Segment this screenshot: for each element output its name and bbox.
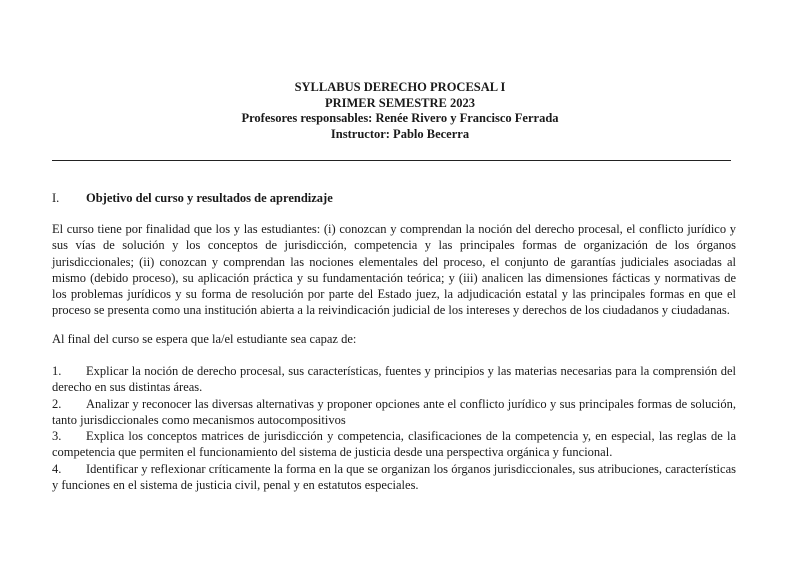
list-item-number: 1. [52, 364, 62, 378]
course-objective-paragraph: El curso tiene por finalidad que los y las estudiantes: (i) conozcan y comprendan la noción del derecho procesal, el conflicto jurídico y sus vías de solución y los conceptos de jurisdicción, competencia y las principales formas de organización de los órganos jurisdiccionales; (ii) conozcan y comprendan las nociones elementales del proceso, el conjunto de garantías judiciales asociadas al mismo (debido proceso), su aplicación práctica y su fundamentación teórica; y (iii) analicen las dimensiones fácticas y normativas de los problemas jurídicos y su forma de resolución por parte del Estado juez, la adjudicación estatal y las principales formas en que el proceso se presenta como una institución abierta a la reivindicación judicial de los intereses y derechos de los ciudadanos y ciudadanas. [52, 222, 736, 318]
list-item-number: 3. [52, 429, 62, 444]
list-item-number: 4. [52, 461, 62, 476]
learning-outcomes-list [52, 363, 736, 493]
list-item-text: Analizar y reconocer las diversas alternativas y proponer opciones ante el conflicto jurídico y sus principales formas de solución, tanto jurisdiccionales como mecanismos autocompositivos [52, 396, 736, 427]
section-heading [52, 191, 752, 206]
header-divider [52, 160, 731, 161]
list-item [52, 396, 736, 429]
section-title: Objetivo del curso y resultados de aprendizaje [86, 191, 333, 205]
list-item-text: Explicar la noción de derecho procesal, sus características, fuentes y principios y las materias necesarias para la comprensión del derecho en sus distintas áreas. [52, 364, 736, 395]
list-item [52, 461, 736, 494]
list-item-number: 2. [52, 396, 62, 411]
instructor-line: Instructor: Pablo Becerra [330, 126, 470, 141]
professors-line: Profesores responsables: Renée Rivero y Francisco Ferrada [241, 111, 559, 126]
document-header [0, 80, 800, 142]
semester-line: PRIMER SEMESTRE 2023 [324, 95, 476, 110]
syllabus-title: SYLLABUS DERECHO PROCESAL I [294, 80, 506, 94]
list-item [52, 428, 736, 461]
learning-outcomes-intro: Al final del curso se espera que la/el estudiante sea capaz de: [52, 332, 357, 346]
list-item-text: Identificar y reflexionar críticamente la forma en la que se organizan los órganos jurisdiccionales, sus atribuciones, características y funciones en el sistema de justicia civil, penal y en estatutos especiales. [52, 461, 736, 493]
section-number: I. [52, 191, 60, 205]
list-item [52, 363, 736, 396]
list-item-text: Explica los conceptos matrices de jurisdicción y competencia, clasificaciones de la competencia y, en especial, las reglas de la competencia que permiten el funcionamiento del sistema de justicia desde una perspectiva orgánica y funcional. [52, 429, 736, 460]
